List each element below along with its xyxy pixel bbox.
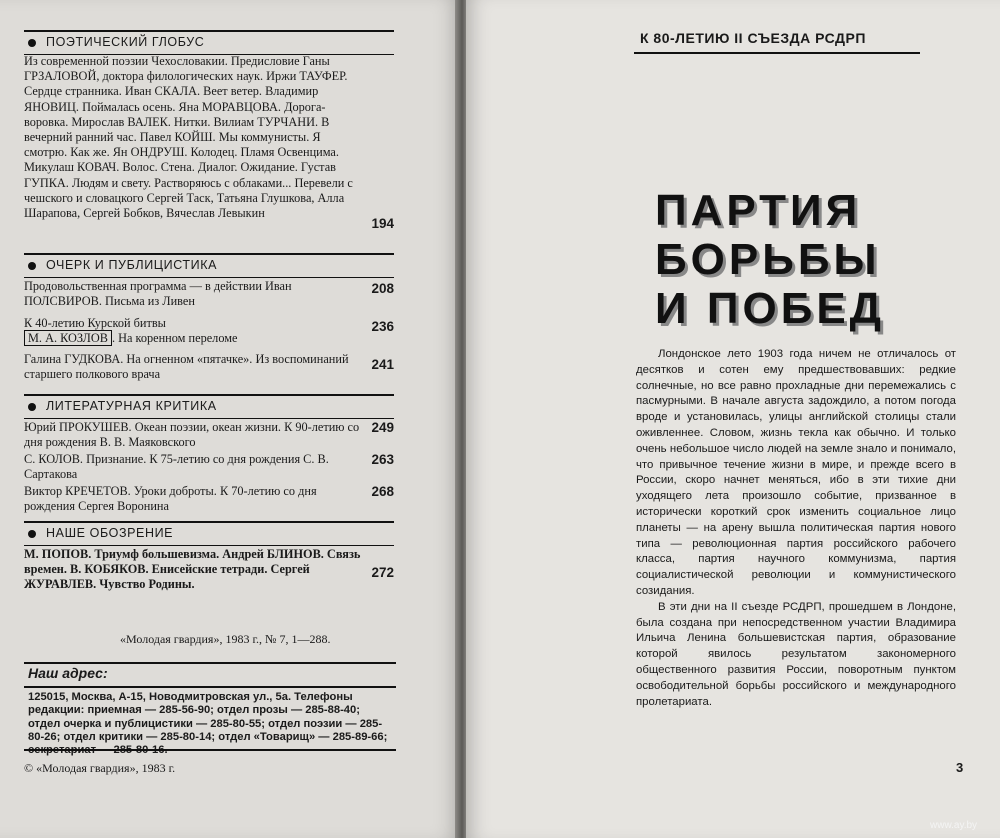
section-heading-essays <box>24 253 394 278</box>
toc-page-number: 208 <box>371 281 394 296</box>
toc-entry: Из современной поэзии Чехословакии. Предисловие Ганы ГРЗАЛОВОЙ, доктора филологических наук. Иржи ТАУФЕР. Сердце странника. Иван СКАЛА. Веет ветер. Владимир ЯНОВИЦ. Поймалась осень. Яна МОРАВЦОВА. Дорога-воровка. Мирослав ВАЛЕК. Нитки. Вилиам ТУРЧАНИ. В вечерний ранний час. Павел КОЙШ. Мы коммунисты. Я смотрю. Как же. Ян ОНДРУШ. Колодец. Пламя Освенцима. Микулаш КОВАЧ. Волос. Стена. Диалог. Ожидание. Густав ГУПКА. Людям и свету. Растворяюсь с облаками... Перевели с чешского и словацкого Сергей Таск, Татьяна Глушкова, Алла Шарапова, Сергей Бобков, Вячеслав Левыкин <box>24 54 353 221</box>
toc-page-number: 272 <box>371 565 394 580</box>
page-number: 3 <box>956 760 964 775</box>
section-title: ЛИТЕРАТУРНАЯ КРИТИКА <box>46 399 217 413</box>
address-title: Наш адрес: <box>28 665 108 681</box>
toc-entry: С. КОЛОВ. Признание. К 75-летию со дня рождения С. В. Сартакова <box>24 452 329 482</box>
article-title <box>655 186 955 333</box>
issue-imprint: «Молодая гвардия», 1983 г., № 7, 1—288. <box>120 632 331 646</box>
section-heading-review <box>24 521 394 546</box>
title-line: БОРЬБЫ <box>655 235 881 284</box>
toc-entry: Галина ГУДКОВА. На огненном «пятачке». Из воспоминаний старшего полкового врача <box>24 352 349 382</box>
toc-page-number: 249 <box>371 420 394 435</box>
section-title: ПОЭТИЧЕСКИЙ ГЛОБУС <box>46 35 205 49</box>
toc-entry: Юрий ПРОКУШЕВ. Океан поэзии, океан жизни. К 90-летию со дня рождения В. В. Маяковского <box>24 420 360 450</box>
toc-page-number: 263 <box>371 452 394 467</box>
toc-entry: Продовольственная программа — в действии Иван ПОЛСВИРОВ. Письма из Ливен <box>24 279 292 309</box>
entry-title: . На коренном переломе <box>111 331 238 346</box>
divider <box>634 52 920 54</box>
copyright: © «Молодая гвардия», 1983 г. <box>24 761 176 775</box>
left-page <box>0 0 462 838</box>
toc-entry <box>24 316 364 346</box>
toc-page-number: 194 <box>371 216 394 231</box>
paragraph: Лондонское лето 1903 года ничем не отличалось от десятков и сотен ему предшествовавших: редкие солнечные, но все равно прохладные дни перемежались с пасмурными. В начале августа задождило, а потом погода вроде и установилась, улицы английской столицы стали оживленнее. Словом, жизнь текла как обычно. И только очень небольшое число людей на земле знало и понимало, что привычное течение жизни в мире, и прежде всего в России, скоро начнет меняться, ибо в эти тихие дни уходящего лета произошло событие, призванное в исторически короткий срок изменить социальное лицо планеты — на арену вышла политическая партия нового типа — революционная партия российского рабочего класса, партия научного коммунизма, партия социалистической революции и коммунистического созидания. <box>636 348 956 597</box>
toc-entry: Виктор КРЕЧЕТОВ. Уроки доброты. К 70-летию со дня рождения Сергея Воронина <box>24 484 317 514</box>
boxed-author: М. А. КОЗЛОВ <box>24 330 112 346</box>
entry-prefix: К 40-летию Курской битвы <box>24 316 166 330</box>
section-heading-criticism <box>24 394 394 419</box>
series-heading: К 80-ЛЕТИЮ II СЪЕЗДА РСДРП <box>640 30 866 46</box>
section-title: ОЧЕРК И ПУБЛИЦИСТИКА <box>46 258 218 272</box>
bullet-icon <box>28 262 36 270</box>
toc-page-number: 268 <box>371 484 394 499</box>
bullet-icon <box>28 403 36 411</box>
title-line: И ПОБЕД <box>655 284 886 333</box>
bullet-icon <box>28 39 36 47</box>
divider <box>24 686 396 688</box>
watermark: www.ay.by <box>930 820 978 831</box>
paragraph: В эти дни на II съезде РСДРП, прошедшем в Лондоне, была создана при непосредственном участии Владимира Ильича Ленина большевистская партия, образование которой явилось результатом закономерного общественного развития России, поворотным пунктом освободительной борьбы российского и международного пролетариата. <box>636 600 956 708</box>
divider <box>24 749 396 751</box>
title-line: ПАРТИЯ <box>655 186 862 235</box>
divider <box>24 662 396 664</box>
toc-entry: М. ПОПОВ. Триумф большевизма. Андрей БЛИНОВ. Связь времен. В. КОБЯКОВ. Енисейские тетради. Сергей ЖУРАВЛЕВ. Чувство Родины. <box>24 547 361 592</box>
address-body: 125015, Москва, А-15, Новодмитровская ул., 5а. Телефоны редакции: приемная — 285-56-90; отдел прозы — 285-88-40; отдел очерка и публицистики — 285-80-55; отдел поэзии — 285-80-26; отдел критики — 285-80-14; отдел «Товарищ» — 285-89-66; <box>28 691 388 743</box>
bullet-icon <box>28 530 36 538</box>
toc-page-number: 236 <box>371 319 394 334</box>
toc-page-number: 241 <box>371 357 394 372</box>
section-title: НАШЕ ОБОЗРЕНИЕ <box>46 526 174 540</box>
section-heading-poetry <box>24 30 394 55</box>
article-body <box>636 347 956 710</box>
